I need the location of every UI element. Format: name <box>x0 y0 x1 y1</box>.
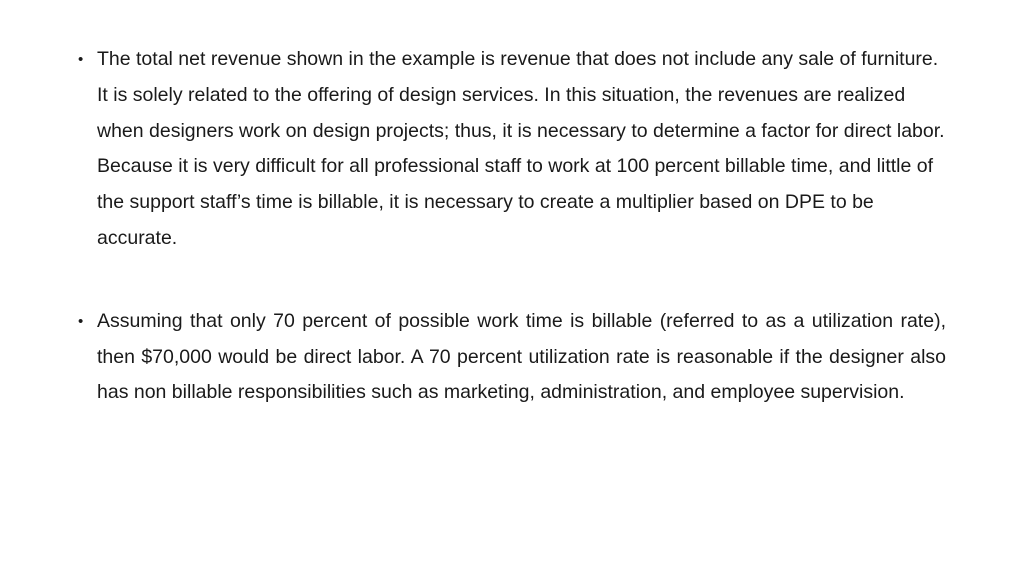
bullet-list <box>78 42 946 411</box>
bullet-text-revenue: The total net revenue shown in the example is revenue that does not include any sale of furniture. It is solely related to the offering of design services. In this situation, the revenues are realized when designers work on design projects; thus, it is necessary to determine a factor for direct labor. Because it is very difficult for all professional staff to work at 100 percent billable time, and little of the support staff’s time is billable, it is necessary to create a multiplier based on DPE to be accurate. <box>97 48 945 249</box>
bullet-item-utilization <box>78 304 946 411</box>
bullet-marker: • <box>78 51 84 68</box>
bullet-text-utilization: Assuming that only 70 percent of possible work time is billable (referred to as a utilization rate), then $70,000 would be direct labor. A 70 percent utilization rate is reasonable if the designer also has non billable responsibilities such as marketing, administration, and employee supervision. <box>97 309 946 404</box>
bullet-item-revenue <box>78 42 946 257</box>
bullet-marker: • <box>78 312 84 330</box>
